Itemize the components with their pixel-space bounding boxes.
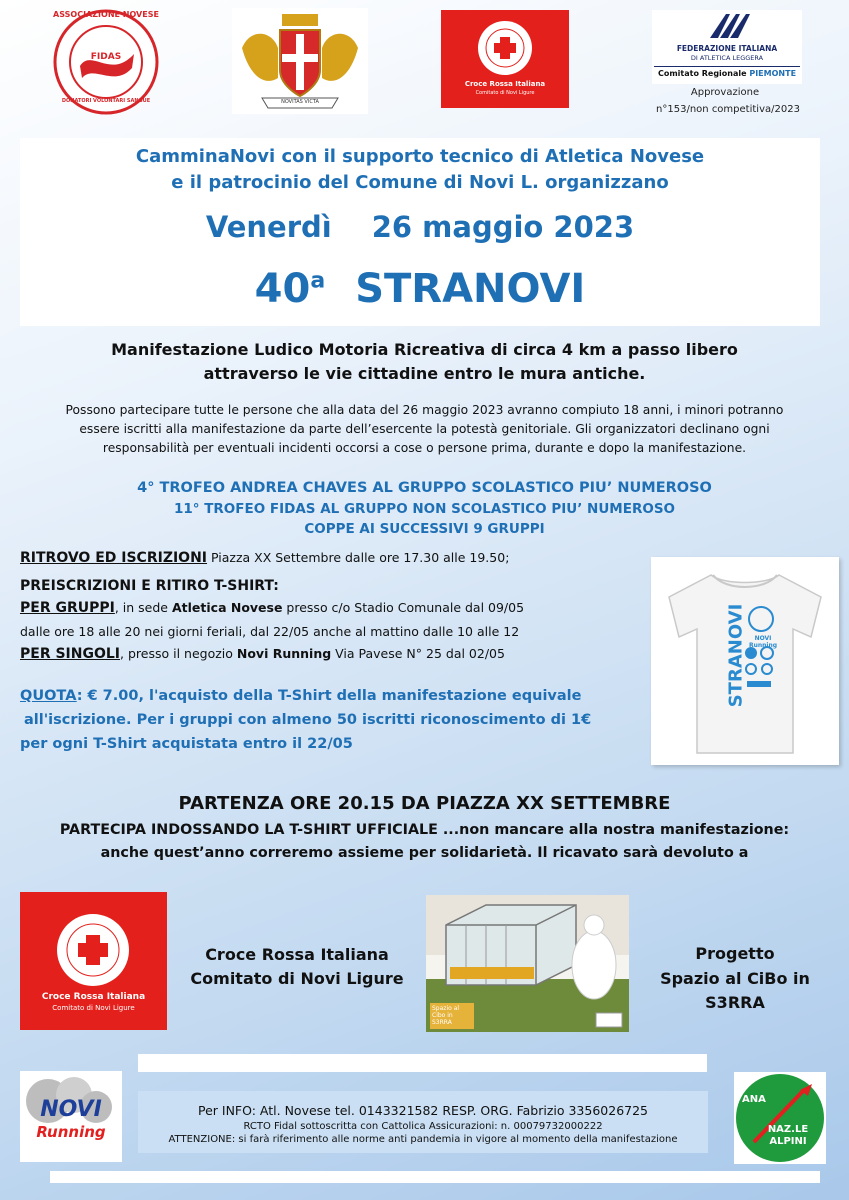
- cri-top-logo: [441, 10, 569, 108]
- event-title: [20, 266, 820, 312]
- org-line-2: e il patrocinio del Comune di Novi L. organizzano: [171, 172, 669, 193]
- fidal-line1: FEDERAZIONE ITALIANA: [676, 44, 778, 53]
- quota-line-3: per ogni T-Shirt acquistata entro il 22/05: [20, 736, 353, 752]
- beneficiary-cri-line-2: Comitato di Novi Ligure: [190, 969, 404, 988]
- crest-motto: NOVITAS VICTA: [281, 99, 319, 105]
- fidal-region: PIEMONTE: [749, 69, 797, 78]
- fidas-logo: [52, 8, 160, 116]
- tshirt-print-small: NOVI Running: [748, 635, 778, 649]
- approval-label: Approvazione: [690, 87, 760, 98]
- quota-line-1: [20, 688, 640, 704]
- photo-sign: Spazio al Cibo in S3RRA: [432, 1005, 460, 1026]
- quota-label: QUOTA: [20, 688, 77, 704]
- event-date: [20, 210, 820, 244]
- footer-bottom-bar: [50, 1171, 820, 1183]
- start-title: PARTENZA ORE 20.15 DA PIAZZA XX SETTEMBRE: [178, 793, 671, 814]
- approval-code: n°153/non competitiva/2023: [656, 104, 800, 115]
- novi-running-logo: [20, 1071, 122, 1162]
- trophy-2: 11° TROFEO FIDAS AL GRUPPO NON SCOLASTICO PIU’ NUMEROSO: [173, 501, 676, 517]
- fidal-line3: Comitato Regionale: [657, 69, 747, 78]
- footer-info-box: [138, 1091, 708, 1153]
- cri-bottom-name: Croce Rossa Italiana: [41, 992, 146, 1002]
- fidal-line2: DI ATLETICA LEGGERA: [690, 54, 764, 62]
- groups-line-2: dalle ore 18 alle 20 nei giorni feriali, dal 22/05 anche al mattino dalle 10 alle 12: [20, 624, 520, 639]
- beneficiary-cri-line-1: Croce Rossa Italiana: [205, 945, 389, 964]
- cri-top-sub: Comitato di Novi Ligure: [475, 90, 535, 96]
- fidal-logo: [652, 10, 802, 84]
- project-line-3: S3RRA: [705, 993, 765, 1012]
- single-line: [20, 646, 640, 662]
- cri-top-name: Croce Rossa Italiana: [464, 80, 546, 88]
- novi-logo-top: NOVI: [40, 1097, 102, 1122]
- project-line-1: Progetto: [695, 944, 775, 963]
- footer-insurance: RCTO Fidal sottoscritta con Cattolica Assicurazioni: n. 00079732000222: [243, 1121, 603, 1132]
- footer-attention: ATTENZIONE: si farà riferimento alle norme anti pandemia in vigore al momento della manifestazione: [168, 1134, 678, 1145]
- groups-line-1: [20, 600, 640, 616]
- groups-org: Atletica Novese: [171, 600, 283, 615]
- fidas-lower-text: DONATORI VOLONTARI SANGUE: [61, 98, 151, 104]
- ritrovo-line: [20, 550, 640, 566]
- cri-bottom-logo: [20, 892, 167, 1030]
- header-panel: [20, 138, 820, 326]
- intro-line-1: Manifestazione Ludico Motoria Ricreativa di circa 4 km a passo libero: [111, 340, 738, 359]
- ritrovo-label: RITROVO ED ISCRIZIONI: [20, 550, 208, 566]
- alpini-top: ANA: [742, 1094, 766, 1105]
- ritrovo-text: Piazza XX Settembre dalle ore 17.30 alle 19.50;: [207, 550, 510, 565]
- greenhouse-photo: [426, 895, 629, 1032]
- start-line-1: PARTECIPA INDOSSANDO LA T-SHIRT UFFICIALE ...non mancare alla nostra manifestazione:: [59, 822, 790, 838]
- intro-paragraph-3: responsabilità per eventuali incidenti occorsi a cose o persone prima, durante e dopo la manifestazione.: [102, 441, 747, 455]
- novi-logo-bottom: Running: [36, 1123, 106, 1141]
- event-day: Venerdì: [205, 210, 332, 244]
- groups-text-1: , in sede: [114, 600, 172, 615]
- footer-divider: [138, 1054, 707, 1072]
- event-name: STRANOVI: [355, 266, 586, 312]
- org-line-1: CamminaNovi con il supporto tecnico di Atletica Novese: [135, 146, 705, 167]
- fidas-center-text: FIDAS: [90, 52, 122, 62]
- groups-label: PER GRUPPI: [20, 600, 115, 616]
- alpini-bottom: NAZ.LE ALPINI: [767, 1124, 809, 1147]
- edition-number: 40: [254, 266, 311, 312]
- intro-line-2: attraverso le vie cittadine entro le mura antiche.: [203, 364, 646, 383]
- tshirt-image: [651, 557, 839, 765]
- project-line-2: Spazio al CiBo in: [660, 969, 810, 988]
- intro-paragraph-2: essere iscritti alla manifestazione da parte dell’esercente la potestà genitoriale. Gli organizzatori declinano ogni: [79, 422, 770, 436]
- start-line-2: anche quest’anno correremo assieme per solidarietà. Il ricavato sarà devoluto a: [100, 845, 749, 861]
- intro-paragraph-1: Possono partecipare tutte le persone che alla data del 26 maggio 2023 avranno compiuto 18 anni, i minori potranno: [65, 403, 784, 417]
- alpini-logo: [734, 1072, 826, 1164]
- quota-text-1: : € 7.00, l'acquisto della T-Shirt della manifestazione equivale: [76, 688, 582, 704]
- single-text-2: Via Pavese N° 25 dal 02/05: [331, 646, 505, 661]
- single-label: PER SINGOLI: [20, 646, 121, 662]
- novi-crest-logo: [232, 8, 368, 114]
- cri-bottom-sub: Comitato di Novi Ligure: [52, 1004, 135, 1012]
- trophy-1: 4° TROFEO ANDREA CHAVES AL GRUPPO SCOLASTICO PIU’ NUMEROSO: [137, 480, 712, 496]
- event-date-text: 26 maggio 2023: [371, 210, 635, 244]
- fidal-committee: [654, 66, 800, 81]
- fidas-ring-text: ASSOCIAZIONE NOVESE: [53, 10, 159, 19]
- single-text-1: , presso il negozio: [120, 646, 237, 661]
- groups-text-2: presso c/o Stadio Comunale dal 09/05: [282, 600, 525, 615]
- preiscrizioni-title: PREISCRIZIONI E RITIRO T-SHIRT:: [20, 578, 279, 594]
- edition-suffix: a: [310, 268, 326, 294]
- single-shop: Novi Running: [236, 646, 332, 661]
- footer-info: Per INFO: Atl. Novese tel. 0143321582 RESP. ORG. Fabrizio 3356026725: [198, 1103, 648, 1118]
- trophy-3: COPPE AI SUCCESSIVI 9 GRUPPI: [304, 521, 545, 537]
- tshirt-print: STRANOVI: [725, 603, 747, 708]
- quota-line-2: all'iscrizione. Per i gruppi con almeno 50 iscritti riconoscimento di 1€: [24, 712, 592, 728]
